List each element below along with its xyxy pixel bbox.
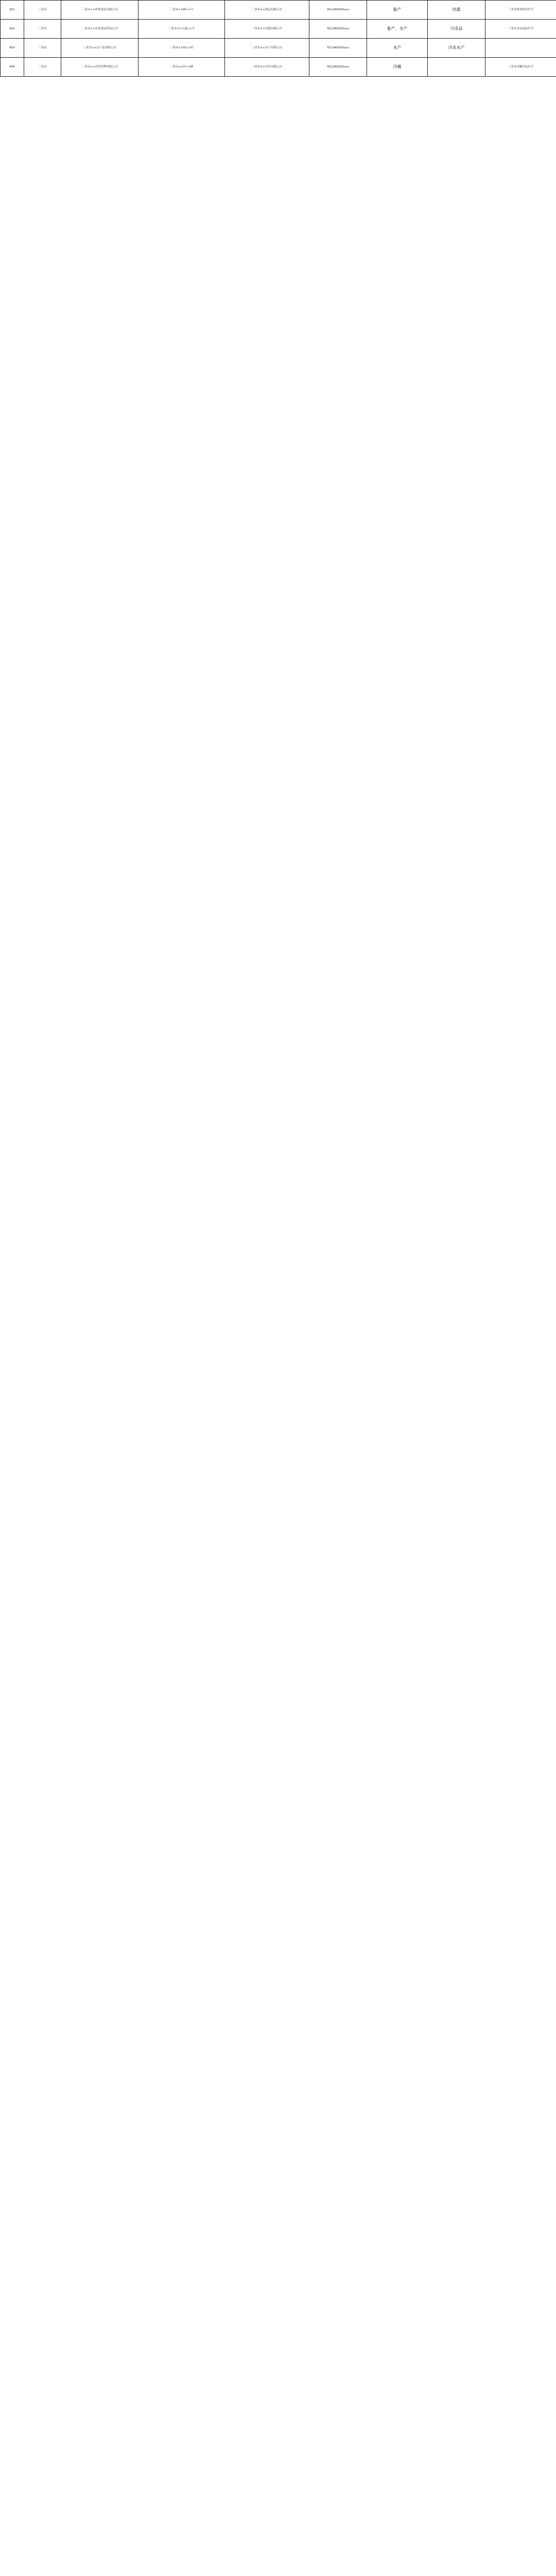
table-row bbox=[1, 58, 556, 77]
cell-scope: 冷藏 bbox=[367, 58, 428, 77]
registration-table bbox=[0, 0, 556, 77]
cell-license: 琼CL460200xxx bbox=[309, 58, 367, 77]
cell-subject: 三亚市××冷库有限公司 bbox=[225, 58, 309, 77]
cell-note: 三亚市冷藏冷冻许可 bbox=[485, 58, 556, 77]
cell-license: 琼CL460200xxx bbox=[309, 39, 367, 58]
cell-address: 三亚市××区××路 bbox=[138, 58, 225, 77]
cell-scope: 畜产、水产 bbox=[367, 20, 428, 39]
table-body bbox=[1, 1, 556, 77]
cell-city: 三亚市 bbox=[24, 39, 61, 58]
cell-city: 三亚市 bbox=[24, 1, 61, 20]
cell-no: 401 bbox=[1, 1, 24, 20]
cell-subject: 三亚市××水产有限公司 bbox=[225, 39, 309, 58]
cell-subject: 三亚市××食品有限公司 bbox=[225, 1, 309, 20]
cell-detail: 肉禽 bbox=[428, 1, 485, 20]
cell-company: 三亚市××肉类食品有限公司 bbox=[61, 1, 138, 20]
cell-subject: 三亚市××冷链有限公司 bbox=[225, 20, 309, 39]
cell-detail: 冷冻水产 bbox=[428, 39, 485, 58]
table-row bbox=[1, 1, 556, 20]
cell-city: 三亚市 bbox=[24, 58, 61, 77]
cell-no: 403 bbox=[1, 39, 24, 58]
cell-detail: 冷冻品 bbox=[428, 20, 485, 39]
cell-address: 三亚市××大道××号 bbox=[138, 20, 225, 39]
cell-scope: 畜产 bbox=[367, 1, 428, 20]
cell-license: 琼CL460200xxx bbox=[309, 20, 367, 39]
table-row bbox=[1, 39, 556, 58]
cell-no: 404 bbox=[1, 58, 24, 77]
cell-city: 三亚市 bbox=[24, 20, 61, 39]
cell-company: 三亚市××冷冻食品贸易公司 bbox=[61, 20, 138, 39]
cell-note: 三亚市冷冻食品许可 bbox=[485, 20, 556, 39]
table-row bbox=[1, 20, 556, 39]
cell-address: 三亚市××路××号 bbox=[138, 1, 225, 20]
cell-address: 三亚市××镇××村 bbox=[138, 39, 225, 58]
cell-license: 琼CL460200xxx bbox=[309, 1, 367, 20]
cell-no: 402 bbox=[1, 20, 24, 39]
cell-detail bbox=[428, 58, 485, 77]
cell-note: 三亚市肉类经营许可 bbox=[485, 1, 556, 20]
cell-company: 三亚市××水产品有限公司 bbox=[61, 39, 138, 58]
cell-company: 三亚市××冷库管理有限公司 bbox=[61, 58, 138, 77]
cell-note bbox=[485, 39, 556, 58]
cell-scope: 水产 bbox=[367, 39, 428, 58]
